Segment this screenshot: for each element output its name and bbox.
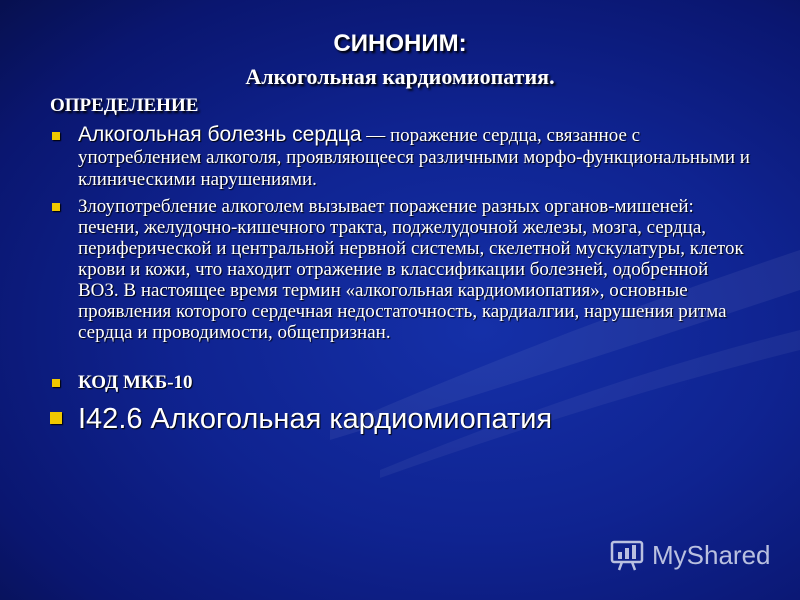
synonym-heading: СИНОНИМ: [333,30,467,57]
synonym-subtitle: Алкогольная кардиомиопатия. [245,64,555,89]
bullet-item-alcohol-abuse [50,196,750,343]
bullet-text: Злоупотребление алкоголем вызывает поражение разных органов-мишеней: печени, желудочно-кишечного тракта, поджелудочной железы, мозга, сердца, периферической и центральной нервной системы, скелетной мускулатуры, клеток крови и кожи, что находит отражение в классификации болезней, одобренной ВОЗ. В настоящее время термин «алкогольная кардиомиопатия», основные проявления которого сердечная недостаточность, кардиалгии, нарушения ритма сердца и проводимости, общепризнан. [78,196,744,343]
presentation-chart-icon [610,539,644,571]
definition-heading: ОПРЕДЕЛЕНИЕ [50,95,199,116]
bullet-item-icd-code-label [50,372,750,394]
bullet-item-definition [50,124,750,191]
watermark-logo [610,538,771,572]
bullet-description: — поражение сердца, связанное с употреблением алкоголя, проявляющееся различными морфо-функциональными и клиническими нарушениями. [78,125,750,190]
bullet-item-icd-code [50,402,750,436]
watermark-text: MyShared [652,539,771,570]
bullet-square-icon [50,412,62,424]
bullet-text: I42.6 Алкогольная кардиомиопатия [78,403,553,435]
bullet-text [78,124,750,191]
bullet-square-icon [52,132,60,140]
bullet-lead-term: Алкогольная болезнь сердца [78,123,362,146]
bullet-text: КОД МКБ-10 [78,372,193,393]
bullet-square-icon [52,379,60,387]
bullet-square-icon [52,203,60,211]
